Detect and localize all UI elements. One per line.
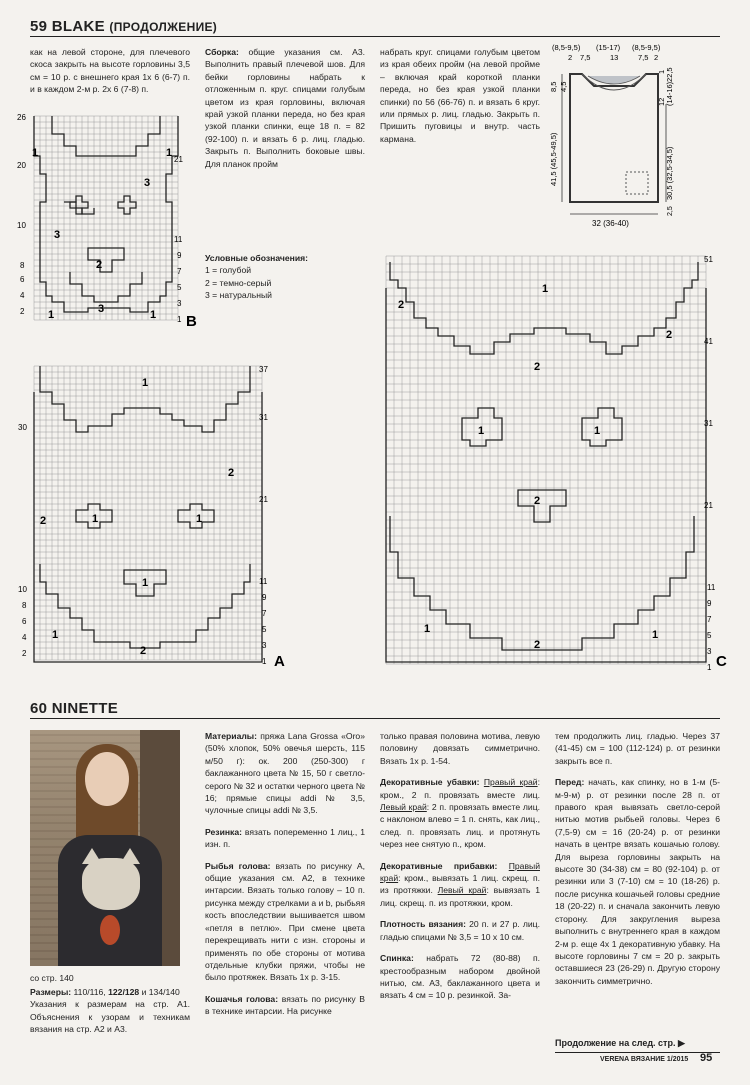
sizes-label: Размеры:	[30, 987, 72, 997]
ninette-column-2	[205, 730, 365, 1027]
chart-c-code: 2	[398, 299, 405, 311]
section-60-rule	[30, 718, 720, 719]
chart-a-right-label: 21	[259, 495, 268, 504]
inc-left-text: : вывязать 1 лиц. скрещ. п. из протяжки, кром.	[380, 885, 540, 908]
chart-a-code: 2	[228, 467, 235, 479]
schematic-top2-2: 7,5	[580, 53, 591, 62]
fish-label: Рыбья голова:	[205, 860, 271, 871]
schematic-left-length: 41,5 (45,5-49,5)	[549, 132, 558, 186]
chart-a-left-label: 30	[18, 423, 27, 432]
chart-b-code: 3	[98, 303, 105, 315]
chart-a-letter: A	[274, 653, 285, 670]
chart-b-left-label: 26	[17, 113, 26, 122]
section-number: 59	[30, 18, 48, 35]
back-label: Спинка:	[380, 953, 414, 964]
chart-c-code: 2	[534, 495, 541, 507]
chart-c-right-label: 9	[707, 599, 712, 608]
chart-c-right-label: 3	[707, 647, 712, 656]
section-continuation: (ПРОДОЛЖЕНИЕ)	[109, 20, 218, 34]
chart-b-code: 1	[48, 309, 55, 321]
schematic-top2-5: 2	[654, 53, 659, 62]
front-text: начать, как спинку, но в 1-м (5-м-9-м) р. от резинки после 28 п. от правого края вывязать светло-серой нитью мотив рыбьей головы. Через 6 (7,5-9) см = 16 (20-24) р. от резинки начать в центре вязать кошачью голову. Для выреза горловины закрыть на высоте 30 (34-38) см = 80 (92-104) р. от резинки или 3 (7-10) см = 10 (18-26) р. после рисунка кошачьей головы средние 18 (20-22) п. и сначала закончить левую сторону. Для закругления выреза выполнить с внутреннего края в каждом 2-м р. еще 4х 1 декоративную убавку. На высоте горловины 7 см = 20 р. закрыть оставшиеся 23 (26-29) п. Другую сторону закончить симметрично.	[555, 777, 720, 986]
chart-b-code: 1	[32, 147, 39, 159]
chart-c-right-label: 41	[704, 337, 713, 346]
section-name: BLAKE	[51, 18, 105, 35]
chart-a-right-label: 31	[259, 413, 268, 422]
chart-b-right-label: 5	[177, 283, 182, 292]
chart-c-code: 1	[478, 425, 485, 437]
assembly-label: Сборка:	[205, 47, 239, 57]
chart-c-code: 2	[534, 361, 541, 373]
chart-a-right-label: 5	[262, 625, 267, 634]
legend-item-1: 1 = голубой	[205, 265, 252, 276]
blake-continuation-text: как на левой стороне, для плечевого скоса закрыть на высоте горловины 3,5 см = 10 р. с внешнего края 1х 6 (6-7) п. и в каждом 2-м р. 2х 6 (7-8) п.	[30, 47, 190, 95]
chart-c-right-label: 21	[704, 501, 713, 510]
chart-b-code: 3	[54, 229, 61, 241]
garment-schematic	[548, 44, 678, 234]
chart-c-right-label: 31	[704, 419, 713, 428]
chart-b-code: 1	[166, 147, 173, 159]
header-rule	[30, 36, 720, 37]
schematic-right-225: 22,5	[665, 67, 674, 82]
chart-b-right-label: 11	[174, 235, 183, 244]
section-header-59	[30, 18, 217, 35]
chart-a-left-label: 8	[22, 601, 27, 610]
legend-title: Условные обозначения:	[205, 253, 308, 263]
chart-a-left-label: 10	[18, 585, 27, 594]
chart-a-left-label: 2	[22, 649, 27, 658]
schematic-rib: 2,5	[667, 206, 674, 216]
schematic-top-3: (8,5-9,5)	[632, 44, 661, 52]
chart-b-left-label: 2	[20, 307, 25, 316]
chart-b-right-label: 1	[177, 315, 182, 324]
chart-b-right-label: 9	[177, 251, 182, 260]
chart-c-right-label: 11	[707, 583, 716, 592]
cat-label: Кошачья голова:	[205, 993, 279, 1004]
legend-item-3: 3 = натуральный	[205, 290, 272, 301]
assembly-paragraph	[205, 46, 365, 170]
chart-a-code: 1	[196, 513, 203, 525]
fish-text: вязать по рисунку А, общие указания см. А2, в технике интарсии. Вязать только голову – 10 п. рисунка между стрелками a и b, рыбьяя кость впоследствии вышивается швом «петля в петлю». При смене цвета перекрещивать нити с изн. стороны и применять по обе стороны от мотива отдельные клубки пряжи, чтобы не было протяжек. Вязать 1х р. 3-15.	[205, 860, 365, 983]
chart-c-right-label: 51	[704, 255, 713, 264]
schematic-width: 32 (36-40)	[592, 219, 629, 228]
chart-b-left-label: 10	[17, 221, 26, 230]
legend-item-2: 2 = темно-серый	[205, 277, 272, 288]
photo-caption: со стр. 140	[30, 973, 74, 983]
schematic-top-2: (15-17)	[596, 44, 621, 52]
chart-c-code: 2	[666, 329, 673, 341]
dec-left-text: : 2 п. провязать вместе лиц. с наклоном влево = 1 п. снять, как лиц., след. п. провязать лиц. и протянуть через нее снятую п., кром.	[380, 802, 541, 850]
chart-c-code: 1	[542, 283, 549, 295]
chart-b-right-label: 7	[177, 267, 182, 276]
back-continuation: тем продолжить лиц. гладью. Через 37 (41-45) см = 100 (112-124) р. от резинки закрыть все п.	[555, 731, 720, 766]
materials-label: Материалы:	[205, 731, 258, 741]
page-number: 95	[700, 1052, 713, 1064]
schematic-right-12: 12	[657, 97, 666, 106]
rib-label: Резинка:	[205, 826, 242, 837]
chart-c-letter: C	[716, 653, 727, 670]
chart-b-code: 3	[144, 177, 151, 189]
chart-b-code: 1	[150, 309, 157, 321]
section-header-60	[30, 700, 118, 717]
assembly-text: общие указания см. А3. Выполнить правый плечевой шов. Для бейки горловины набрать к отложенным п. круг. спицами голубым цветом из края горловины, включая край узкой планки переда, но без края узкой планки спинки, еще 18 п. = 82 (92-100) п. и вязать 6 р. лиц. гладью. Закрыть п. Выполнить боковые швы. Для планок пройм	[205, 47, 365, 169]
cat-text: вязать по рисунку В в технике интарсии. На рисунке	[205, 993, 365, 1017]
dec-right-text: : кром., 2 п. провязать вместе лиц.	[380, 777, 540, 800]
inc-right-text: : кром., вывязать 1 лиц. скрещ. п. из протяжки.	[380, 873, 540, 896]
density-text: 20 п. и 27 р. лиц. гладью спицами № 3,5 = 10 х 10 см.	[380, 919, 540, 942]
chart-b-right-label: 3	[177, 299, 182, 308]
dec-label: Декоративные убавки:	[380, 777, 480, 788]
chart-b-letter: B	[186, 313, 197, 330]
schematic-left-armhole: 8,5	[549, 81, 558, 92]
front-label: Перед:	[555, 777, 585, 788]
ninette-column-4	[555, 730, 720, 996]
dec-left-edge: Левый край	[380, 802, 427, 813]
chart-a-code: 2	[140, 645, 147, 657]
chart-b-right-label: 21	[174, 155, 183, 164]
sizes-paragraph	[30, 986, 190, 1036]
chart-a-left-label: 4	[22, 633, 27, 642]
footer-rule	[555, 1052, 720, 1053]
chart-a	[16, 362, 296, 672]
chart-a-right-label: 1	[262, 657, 267, 666]
chart-b	[16, 112, 206, 332]
inc-left-edge: Левый край	[437, 885, 487, 896]
back-text: набрать 72 (80-88) п. крестообразным набором двойной нитью, см. А3, баклажанного цвета и вязать 4 см = 10 р. резинкой. За-	[380, 953, 540, 1001]
chart-c-code: 1	[594, 425, 601, 437]
section-name: NINETTE	[51, 700, 119, 717]
inc-label: Декоративные прибавки:	[380, 860, 498, 871]
chart-a-right-label: 37	[259, 365, 268, 374]
chart-a-right-label: 7	[262, 609, 267, 618]
density-label: Плотность вязания:	[380, 919, 466, 930]
sizes-values: 110/116,	[71, 987, 109, 997]
sizes-note: Указания к размерам на стр. А1. Объяснения к узорам и техникам вязания на стр. А2 и А3.	[30, 999, 190, 1035]
chart-c	[376, 252, 731, 672]
chart-c-right-label: 1	[707, 663, 712, 672]
schematic-top2-1: 2	[568, 53, 573, 62]
sizes-rest: и 134/140	[139, 987, 180, 997]
schematic-left-shoulder: 4,5	[559, 81, 568, 92]
motif-continuation: только правая половина мотива, левую половину довязать симметрично. Вязать 1х р. 1-54.	[380, 731, 540, 766]
rib-text: вязать попеременно 1 лиц., 1 изн. п.	[205, 826, 365, 850]
chart-b-left-label: 4	[20, 291, 25, 300]
continue-link[interactable]: Продолжение на след. стр. ▶	[555, 1038, 685, 1048]
chart-b-left-label: 20	[17, 161, 26, 170]
schematic-right-1: 1	[657, 69, 666, 74]
chart-a-right-label: 9	[262, 593, 267, 602]
chart-a-code: 1	[142, 377, 149, 389]
materials-text: пряжа Lana Grossa «Oro» (50% хлопок, 50% овечья шерсть, 115 м/50 г): ок. 200 (250-300) г баклажанного цвета № 15, 50 г светло-серого № 32 и остатки черного цвета № 16; прямые спицы addi № 3,5, чулочные спицы addi № 3,5.	[205, 731, 365, 816]
chart-c-right-label: 7	[707, 615, 712, 624]
section-number: 60	[30, 700, 48, 717]
chart-b-left-label: 6	[20, 275, 25, 284]
schematic-top-1: (8,5-9,5)	[552, 44, 581, 52]
chart-a-code: 2	[40, 515, 47, 527]
assembly-continuation: набрать круг. спицами голубым цветом из края обеих пройм (на левой пройме – включая край короткой планки переда, но без края узкой планки спинки) по 56 (66-76) п. и вязать 6 круг. или прямых р. лиц. гладью. Закрыть п. Пришить пуговицы и внутр. часть кармана.	[380, 47, 540, 144]
chart-c-code: 1	[424, 623, 431, 635]
chart-b-code: 2	[96, 259, 103, 271]
dec-right-edge: Правый край	[483, 777, 538, 788]
chart-a-right-label: 3	[262, 641, 267, 650]
model-photo	[30, 730, 180, 966]
chart-a-code: 1	[52, 629, 59, 641]
chart-a-left-label: 6	[22, 617, 27, 626]
legend	[205, 252, 365, 302]
schematic-right-body: 30,5 (32,5-34,5)	[665, 146, 674, 200]
chart-c-code: 2	[534, 639, 541, 651]
magazine-name: VERENA ВЯЗАНИЕ 1/2015	[600, 1056, 689, 1063]
ninette-column-3	[380, 730, 540, 1011]
chart-a-code: 1	[142, 577, 149, 589]
schematic-top2-4: 7,5	[638, 53, 649, 62]
sizes-bold: 122/128	[108, 987, 140, 997]
chart-c-right-label: 5	[707, 631, 712, 640]
chart-a-right-label: 11	[259, 577, 268, 586]
chart-b-left-label: 8	[20, 261, 25, 270]
schematic-right-arm: (14-16)	[665, 81, 674, 106]
inc-right-edge: Правый край	[380, 860, 540, 884]
schematic-top2-3: 13	[610, 53, 619, 62]
chart-c-code: 1	[652, 629, 659, 641]
chart-a-code: 1	[92, 513, 99, 525]
